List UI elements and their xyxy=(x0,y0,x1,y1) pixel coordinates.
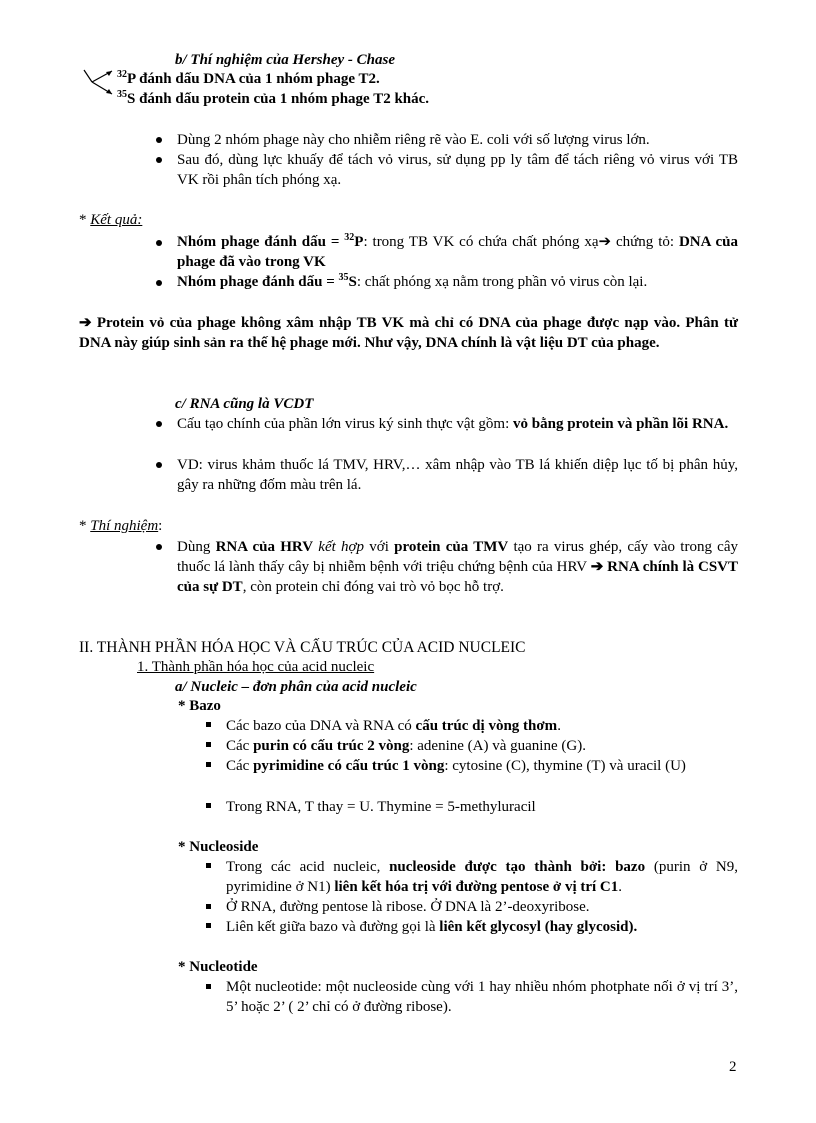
rna-heading: c/ RNA cũng là VCDT xyxy=(175,396,314,412)
bazo-item-3: Các pyrimidine có cấu trúc 1 vòng: cytosine (C), thymine (T) và uracil (U) xyxy=(226,758,686,774)
result-label: * Kết quả: xyxy=(79,212,143,228)
square-bullet-icon xyxy=(206,904,211,909)
bullet-dot-icon xyxy=(156,157,162,163)
bullet-dot-icon xyxy=(156,280,162,286)
bazo-label: * Bazo xyxy=(178,698,221,714)
square-bullet-icon xyxy=(206,742,211,747)
square-bullet-icon xyxy=(206,722,211,727)
square-bullet-icon xyxy=(206,863,211,868)
nucleoside-item-3: Liên kết giữa bazo và đường gọi là liên kết glycosyl (hay glycosid). xyxy=(226,919,638,935)
bazo-item-4: Trong RNA, T thay = U. Thymine = 5-methyluracil xyxy=(226,799,536,815)
bullet-dot-icon xyxy=(156,240,162,246)
s35-line: $^{35}$S đánh dấu protein của 1 nhóm phage T2 khác. xyxy=(117,89,430,107)
branch-arrows-icon xyxy=(82,66,118,100)
hershey-heading: b/ Thí nghiệm của Hershey - Chase xyxy=(175,52,396,68)
hershey-bullet-1: Dùng 2 nhóm phage này cho nhiễm riêng rẽ vào E. coli với số lượng virus lớn. xyxy=(177,132,650,148)
result-item-1: Nhóm phage đánh dấu = $^{32}$P: trong TB VK có chứa chất phóng xạ➔ chứng tỏ: DNA của phage đã vào trong VK xyxy=(177,232,739,270)
subsection-a-title: a/ Nucleic – đơn phân của acid nucleic xyxy=(175,679,417,695)
nucleotide-item-1: Một nucleotide: một nucleoside cùng với 1 hay nhiều nhóm photphate nối ở vị trí 3’, 5’ hoặc 2’ ( 2’ chỉ có ở đường ribose). xyxy=(226,979,738,1015)
bullet-dot-icon xyxy=(156,462,162,468)
hershey-bullet-2: Sau đó, dùng lực khuấy để tách vỏ virus, sử dụng pp ly tâm để tách riêng vỏ virus với TB VK rồi phân tích phóng xạ. xyxy=(177,152,738,188)
nucleoside-label: * Nucleoside xyxy=(178,839,259,855)
bullet-dot-icon xyxy=(156,544,162,550)
square-bullet-icon xyxy=(206,803,211,808)
nucleoside-item-1: Trong các acid nucleic, nucleoside được tạo thành bởi: bazo (purin ở N9, pyrimidine ở N1) liên kết hóa trị với đường pentose ở vị trí C1. xyxy=(226,859,738,895)
subsection-title: 1. Thành phần hóa học của acid nucleic xyxy=(137,659,375,675)
experiment-bullet: Dùng RNA của HRV kết hợp với protein của TMV tạo ra virus ghép, cấy vào trong cây thuốc lá lành thấy cây bị nhiễm bệnh với triệu chứng bệnh của HRV ➔ RNA chính là CSVT của sự DT, còn protein chỉ đóng vai trò vỏ bọc hỗ trợ. xyxy=(177,539,738,595)
result-item-2: Nhóm phage đánh dấu = $^{35}$S: chất phóng xạ nằm trong phần vỏ virus còn lại. xyxy=(177,272,648,290)
nucleoside-item-2: Ở RNA, đường pentose là ribose. Ở DNA là 2’-deoxyribose. xyxy=(226,899,590,915)
p32-line: $^{32}$P đánh dấu DNA của 1 nhóm phage T2. xyxy=(117,69,380,87)
rna-bullet-2: VD: virus khảm thuốc lá TMV, HRV,… xâm nhập vào TB lá khiến diệp lục tố bị phân hủy, gây ra những đốm màu trên lá. xyxy=(177,457,738,493)
square-bullet-icon xyxy=(206,984,211,989)
square-bullet-icon xyxy=(206,923,211,928)
nucleotide-label: * Nucleotide xyxy=(178,959,258,975)
bullet-dot-icon xyxy=(156,421,162,427)
bullet-dot-icon xyxy=(156,137,162,143)
rna-bullet-1: Cấu tạo chính của phần lớn virus ký sinh thực vật gồm: vỏ bằng protein và phần lõi RNA. xyxy=(177,416,729,432)
page-number: 2 xyxy=(729,1059,737,1075)
conclusion-paragraph: ➔ Protein vỏ của phage không xâm nhập TB VK mà chỉ có DNA của phage được nạp vào. Phân tử DNA này giúp sinh sản ra thế hệ phage mới. Như vậy, DNA chính là vật liệu DT của phage. xyxy=(79,315,738,351)
section-title: II. THÀNH PHẦN HÓA HỌC VÀ CẤU TRÚC CỦA ACID NUCLEIC xyxy=(79,639,526,656)
bazo-item-1: Các bazo của DNA và RNA có cấu trúc dị vòng thơm. xyxy=(226,718,561,734)
square-bullet-icon xyxy=(206,762,211,767)
experiment-label: * Thí nghiệm: xyxy=(79,518,163,534)
bazo-item-2: Các purin có cấu trúc 2 vòng: adenine (A) và guanine (G). xyxy=(226,738,586,754)
